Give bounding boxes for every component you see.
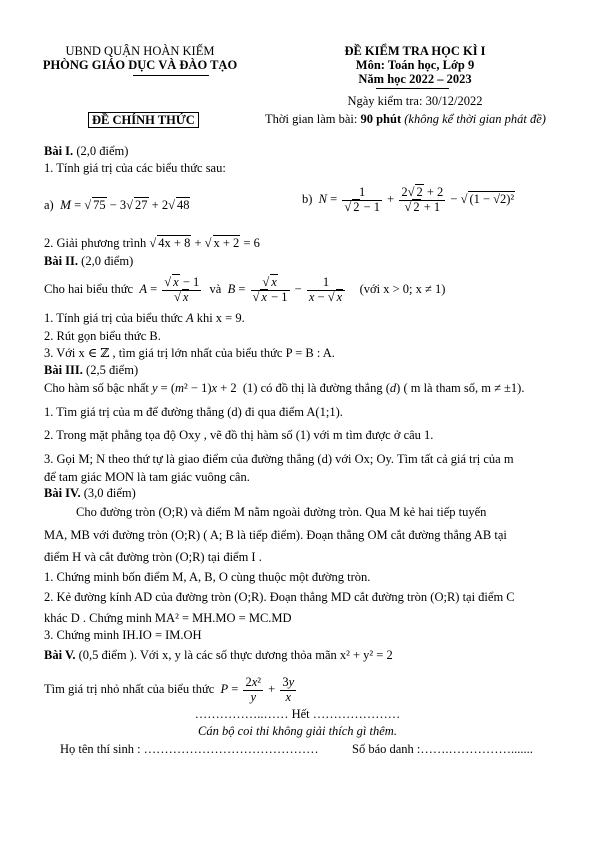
- exam-date: Ngày kiểm tra: 30/12/2022: [347, 94, 483, 108]
- bai5-question: Tìm giá trị nhỏ nhất của biểu thức P = $\frac{\text{2x²}}{y}$ + $\frac{3y}{x}$: [44, 675, 295, 704]
- bai2-q1: 1. Tính giá trị của biểu thức A khi x = 9.: [44, 311, 245, 325]
- bai2-q3: 3. Với x ∈ ℤ , tìm giá trị lớn nhất của biểu thức P = B : A.: [44, 346, 335, 360]
- bai4-heading: Bài IV. (3,0 điểm): [44, 486, 136, 500]
- header-divider-right: [376, 88, 449, 89]
- header-divider: [133, 75, 209, 76]
- bai1-b: b) N = $\frac{1}{√ 2 - 1}$ + $\frac{2√ 2 + 2}{√ 2 + 1}$ − √ (1 − √2)²: [302, 185, 515, 214]
- office-name: PHÒNG GIÁO DỤC VÀ ĐÀO TẠO: [42, 58, 238, 72]
- official-stamp: ĐỀ CHÍNH THỨC: [88, 112, 199, 128]
- bai3-q2: 2. Trong mặt phẳng tọa độ Oxy , vẽ đồ thị hàm số (1) với m tìm được ở câu 1.: [44, 428, 434, 442]
- bai2-intro: Cho hai biểu thức A = $\frac{√ x - 1}{√ x}$ và B = $\frac{√ x}{√ x - 1}$ − $\frac{1}{x - √ x}$ (với x > 0; x ≠ 1): [44, 275, 446, 304]
- proctor-note: Cán bộ coi thi không giải thích gì thêm.: [198, 724, 397, 738]
- bai4-q1: 1. Chứng minh bốn điểm M, A, B, O cùng thuộc một đường tròn.: [44, 570, 371, 584]
- bai3-intro: Cho hàm số bậc nhất y = (m² − 1)x + 2 (1) có đồ thị là đường thẳng (d) ( m là tham số, m ≠ ±1).: [44, 381, 525, 395]
- bai3-q1: 1. Tìm giá trị của m để đường thẳng (d) đi qua điểm A(1;1).: [44, 405, 343, 419]
- bai1-heading: Bài I. (2,0 điểm): [44, 144, 129, 158]
- candidate-name-field: Họ tên thí sinh : ……………………………………: [60, 742, 319, 756]
- bai3-q3-line2: để tam giác MON là tam giác vuông cân.: [44, 470, 250, 484]
- bai2-q2: 2. Rút gọn biểu thức B.: [44, 329, 161, 343]
- exam-duration: Thời gian làm bài: 90 phút (không kể thời gian phát đề): [265, 112, 546, 126]
- bai4-paragraph-line1: Cho đường tròn (O;R) và điểm M nằm ngoài đường tròn. Qua M kẻ hai tiếp tuyến: [76, 505, 487, 519]
- bai3-heading: Bài III. (2,5 điểm): [44, 363, 139, 377]
- school-year: Năm học 2022 – 2023: [358, 72, 472, 86]
- bai5-heading: Bài V. (0,5 điểm ). Với x, y là các số thực dương thỏa mãn x² + y² = 2: [44, 648, 393, 662]
- bai1-q2: 2. Giải phương trình √ 4x + 8 + √ x + 2 = 6: [44, 236, 260, 250]
- bai4-paragraph-line2: MA, MB với đường tròn (O;R) ( A; B là tiếp điểm). Đoạn thẳng OM cắt đường thẳng AB tại: [44, 528, 507, 542]
- bai1-q1: 1. Tính giá trị của các biểu thức sau:: [44, 161, 226, 175]
- candidate-number-field: Số báo danh :…….…………….......: [352, 742, 533, 756]
- end-marker: ……………..…… Hết …………………: [194, 707, 401, 721]
- bai2-heading: Bài II. (2,0 điểm): [44, 254, 134, 268]
- bai4-q3: 3. Chứng minh IH.IO = IM.OH: [44, 628, 202, 642]
- bai1-a: a) M = √ 75 − 3√ 27 + 2√ 48: [44, 197, 190, 212]
- bai4-paragraph-line3: điểm H và cắt đường tròn (O;R) tại điểm I .: [44, 550, 262, 564]
- exam-title: ĐỀ KIỂM TRA HỌC KÌ I: [344, 44, 486, 58]
- subject: Môn: Toán học, Lớp 9: [355, 58, 475, 72]
- department-name: UBND QUẬN HOÀN KIẾM: [65, 44, 215, 58]
- bai4-q2-line2: khác D . Chứng minh MA² = MH.MO = MC.MD: [44, 611, 292, 625]
- bai3-q3-line1: 3. Gọi M; N theo thứ tự là giao điểm của đường thẳng (d) với Ox; Oy. Tìm tất cả giá trị của m: [44, 452, 514, 466]
- bai4-q2-line1: 2. Kẻ đường kính AD của đường tròn (O;R). Đoạn thẳng MD cắt đường tròn (O;R) tại điểm C: [44, 590, 515, 604]
